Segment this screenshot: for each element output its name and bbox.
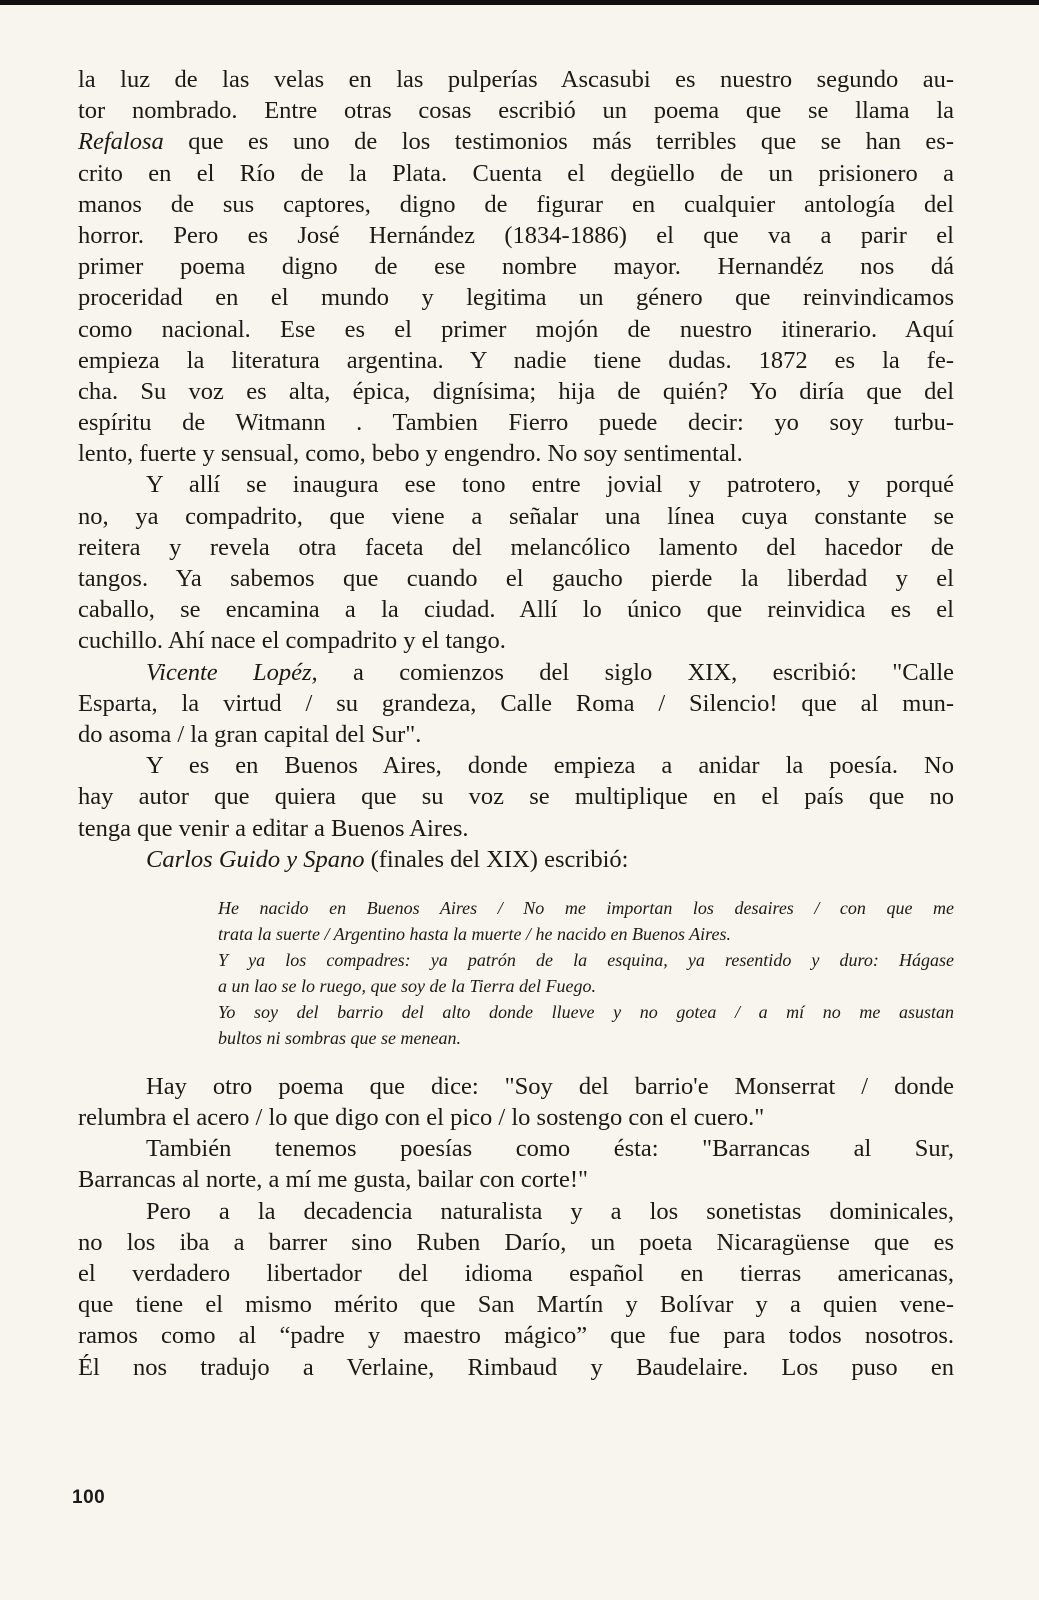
paragraph-8 bbox=[78, 1196, 954, 1383]
text-line: Y es en Buenos Aires, donde empieza a anidar la poesía. No bbox=[146, 752, 954, 780]
text-line: do asoma / la gran capital del Sur". bbox=[78, 720, 422, 748]
quote-line: Yo soy del barrio del alto donde llueve y no gotea / a mí no me asustan bbox=[218, 1001, 954, 1022]
text-line: manos de sus captores, digno de figurar en cualquier antología del bbox=[78, 190, 954, 218]
quote-line: Y ya los compadres: ya patrón de la esquina, ya resentido y duro: Hágase bbox=[218, 949, 954, 970]
text-line: espíritu de Witmann . Tambien Fierro puede decir: yo soy turbu- bbox=[78, 409, 954, 437]
text-line: no, ya compadrito, que viene a señalar una línea cuya constante se bbox=[78, 502, 954, 530]
text-line: cuchillo. Ahí nace el compadrito y el tango. bbox=[78, 627, 506, 655]
text-line: Barrancas al norte, a mí me gusta, bailar con corte!" bbox=[78, 1166, 588, 1194]
text-line bbox=[78, 657, 954, 688]
text-line: reitera y revela otra faceta del melancólico lamento del hacedor de bbox=[78, 533, 954, 561]
text-line: Esparta, la virtud / su grandeza, Calle Roma / Silencio! que al mun- bbox=[78, 689, 954, 717]
text-line: la luz de las velas en las pulperías Ascasubi es nuestro segundo au- bbox=[78, 66, 954, 93]
quote-line: a un lao se lo ruego, que soy de la Tierra del Fuego. bbox=[218, 975, 596, 996]
text-line: que tiene el mismo mérito que San Martín y Bolívar y a quien vene- bbox=[78, 1291, 954, 1319]
top-edge-rule bbox=[0, 0, 1039, 5]
text-line: tor nombrado. Entre otras cosas escribió un poema que se llama la bbox=[78, 97, 954, 125]
quote-line: trata la suerte / Argentino hasta la muerte / he nacido en Buenos Aires. bbox=[218, 923, 731, 944]
text-line: no los iba a barrer sino Ruben Darío, un poeta Nicaragüense que es bbox=[78, 1228, 954, 1256]
italic-author-name: Vicente Lopéz, bbox=[146, 658, 318, 686]
text-segment: a comienzos del siglo XIX, escribió: "Calle bbox=[317, 658, 954, 686]
text-line: como nacional. Ese es el primer mojón de nuestro itinerario. Aquí bbox=[78, 315, 954, 343]
text-line: Hay otro poema que dice: "Soy del barrio'e Monserrat / donde bbox=[146, 1072, 954, 1100]
text-line: Y allí se inaugura ese tono entre jovial y patrotero, y porqué bbox=[146, 471, 954, 499]
text-line: crito en el Río de la Plata. Cuenta el degüello de un prisionero a bbox=[78, 159, 954, 187]
text-line: empieza la literatura argentina. Y nadie tiene dudas. 1872 es la fe- bbox=[78, 346, 954, 374]
paragraph-7 bbox=[78, 1133, 954, 1195]
text-line: lento, fuerte y sensual, como, bebo y engendro. No soy sentimental. bbox=[78, 440, 743, 468]
text-line: ramos como al “padre y maestro mágico” que fue para todos nosotros. bbox=[78, 1322, 954, 1350]
text-line: primer poema digno de ese nombre mayor. Hernandéz nos dá bbox=[78, 253, 954, 281]
block-quote bbox=[218, 895, 954, 1051]
text-line: Pero a la decadencia naturalista y a los sonetistas dominicales, bbox=[146, 1197, 954, 1225]
text-line: proceridad en el mundo y legitima un género que reinvindicamos bbox=[78, 284, 954, 312]
text-line: caballo, se encamina a la ciudad. Allí lo único que reinvidica es el bbox=[78, 596, 954, 624]
text-line: hay autor que quiera que su voz se multiplique en el país que no bbox=[78, 783, 954, 811]
text-line: el verdadero libertador del idioma español en tierras americanas, bbox=[78, 1260, 954, 1287]
quote-line: He nacido en Buenos Aires / No me importan los desaires / con que me bbox=[218, 897, 954, 918]
text-line: Él nos tradujo a Verlaine, Rimbaud y Baudelaire. Los puso en bbox=[78, 1353, 954, 1381]
text-segment: (finales del XIX) escribió: bbox=[364, 845, 629, 873]
paragraph-4 bbox=[78, 750, 954, 844]
text-line bbox=[78, 844, 954, 875]
text-line: horror. Pero es José Hernández (1834-1886) el que va a parir el bbox=[78, 221, 954, 249]
text-column bbox=[78, 64, 954, 1383]
paragraph-2 bbox=[78, 469, 954, 656]
text-line bbox=[78, 126, 954, 157]
page-number: 100 bbox=[72, 1487, 106, 1508]
italic-title: Refalosa bbox=[78, 128, 164, 156]
paragraph-3 bbox=[78, 657, 954, 751]
text-line: tangos. Ya sabemos que cuando el gaucho pierde la liberdad y el bbox=[78, 565, 954, 592]
text-line: También tenemos poesías como ésta: "Barrancas al Sur, bbox=[146, 1135, 954, 1163]
italic-author-name: Carlos Guido y Spano bbox=[146, 845, 365, 873]
text-line: relumbra el acero / lo que digo con el pico / lo sostengo con el cuero." bbox=[78, 1104, 765, 1132]
paragraph-1 bbox=[78, 64, 954, 469]
text-line: cha. Su voz es alta, épica, dignísima; hija de quién? Yo diría que del bbox=[78, 377, 954, 405]
paragraph-6 bbox=[78, 1071, 954, 1133]
paragraph-5 bbox=[78, 844, 954, 875]
text-segment: que es uno de los testimonios más terribles que se han es- bbox=[163, 128, 954, 156]
text-line: tenga que venir a editar a Buenos Aires. bbox=[78, 814, 469, 842]
quote-line: bultos ni sombras que se menean. bbox=[218, 1027, 461, 1048]
